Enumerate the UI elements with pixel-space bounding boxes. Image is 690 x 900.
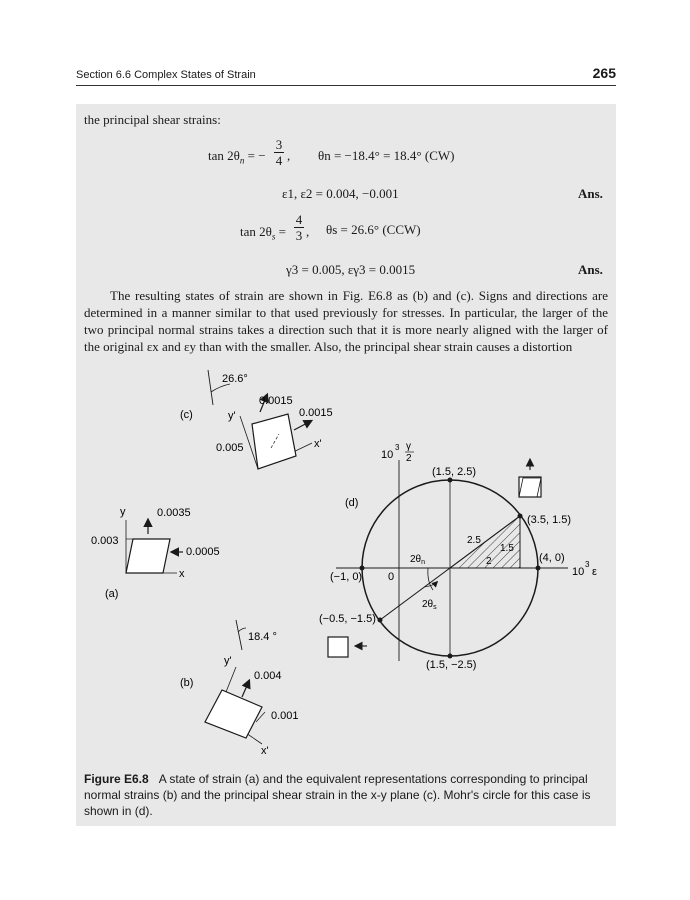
d-point-lowleft xyxy=(378,618,383,623)
d-tn: $2\theta_n$ xyxy=(410,554,426,566)
d-point-end xyxy=(536,566,541,571)
d-xaxis-eps: ε xyxy=(592,566,597,578)
d-dx: 2 xyxy=(486,556,492,567)
b-angle: 18.4 ° xyxy=(248,631,277,643)
c-angle: 26.6° xyxy=(222,373,248,385)
c-angle-arc xyxy=(211,384,230,392)
d-yaxis-den: 2 xyxy=(406,453,412,464)
a-x-label: x xyxy=(179,568,185,580)
a-y-label: y xyxy=(120,506,126,518)
c-val3: 0.005 xyxy=(216,442,244,454)
d-dy: 1.5 xyxy=(500,543,514,554)
b-val1: 0.004 xyxy=(254,670,282,682)
page-number: 265 xyxy=(592,65,616,81)
d-arc-n xyxy=(428,568,433,590)
b-arrow-up xyxy=(242,681,249,697)
eq4-ans: Ans. xyxy=(578,262,603,277)
d-point-top xyxy=(448,478,453,483)
d-p-lowleft: (−0.5, −1.5) xyxy=(319,613,376,625)
d-hatched-triangle xyxy=(450,516,520,568)
caption-text: A state of strain (a) and the equivalent representations corresponding to principal normal strains (b) and the principal shear strain in the x-y plane (c). Mohr's circle for this case is shown in (d). xyxy=(84,772,591,818)
diagram-c xyxy=(180,370,333,469)
d-p-bottom: (1.5, −2.5) xyxy=(426,659,477,671)
body-paragraph: The resulting states of strain are shown in Fig. E6.8 as (b) and (c). Signs and directions are determined in a manner similar to that used previously for stresses. In particular, the larger of the two principal normal strains takes a direction such that it is more nearly aligned with the larger of the original εx and εy than with the smaller. Also, the principal shear strain causes a distortion xyxy=(84,288,608,354)
a-val3: 0.0005 xyxy=(186,546,220,558)
d-point-bottom xyxy=(448,654,453,659)
diagram-d-mohr-circle xyxy=(319,441,597,671)
a-element xyxy=(126,539,170,573)
eq1-lhs: $\tan 2\theta_n$ = − xyxy=(208,148,266,166)
eq2: ε1, ε2 = 0.004, −0.001 xyxy=(282,186,399,201)
d-p-left: (−1, 0) xyxy=(330,571,363,583)
b-xprime: x' xyxy=(261,745,269,757)
d-xaxis-exp: 3 xyxy=(585,560,590,569)
d-small-bottom-element xyxy=(328,637,348,657)
eq1-comma: , xyxy=(287,148,291,163)
eq2-ans: Ans. xyxy=(578,186,603,201)
d-ts: $2\theta_s$ xyxy=(422,599,437,611)
eq3-fraction: 4 3 xyxy=(295,212,303,243)
c-element xyxy=(252,414,296,469)
d-origin: 0 xyxy=(388,571,395,583)
d-yaxis-num: γ xyxy=(406,441,411,452)
c-val1: 0.0015 xyxy=(259,395,293,407)
c-ref-line xyxy=(208,370,213,405)
d-point-right xyxy=(518,514,523,519)
figure-caption xyxy=(84,771,604,819)
a-val1: 0.0035 xyxy=(157,507,191,519)
intro-text: the principal shear strains: xyxy=(84,112,221,127)
eq1-rhs: θn = −18.4° = 18.4° (CW) xyxy=(318,148,455,163)
d-xaxis-10: 10 xyxy=(572,566,585,578)
section-title: Section 6.6 Complex States of Strain xyxy=(76,69,256,81)
d-label: (d) xyxy=(345,497,359,509)
d-r: 2.5 xyxy=(467,535,481,546)
b-label: (b) xyxy=(180,677,194,689)
diagram-b xyxy=(180,620,299,757)
a-label: (a) xyxy=(105,588,119,600)
c-arrow-right xyxy=(294,421,311,430)
c-val2: 0.0015 xyxy=(299,407,333,419)
eq4: γ3 = 0.005, εγ3 = 0.0015 xyxy=(286,262,416,277)
eq3-lhs: $\tan 2\theta_s$ = xyxy=(240,224,286,242)
d-p-top: (1.5, 2.5) xyxy=(432,466,477,478)
b-val2: 0.001 xyxy=(271,710,299,722)
eq1-fraction: 3 4 xyxy=(275,137,283,168)
c-yprime: y' xyxy=(228,410,236,422)
c-xprime: x' xyxy=(314,438,322,450)
b-angle-arc xyxy=(238,628,246,632)
d-p-end: (4, 0) xyxy=(539,552,565,564)
d-yaxis-10: 10 xyxy=(381,449,394,461)
diagram-a xyxy=(91,506,220,600)
d-p-right: (3.5, 1.5) xyxy=(527,514,572,526)
b-yprime: y' xyxy=(224,655,232,667)
c-label: (c) xyxy=(180,409,193,421)
eq3-rhs: θs = 26.6° (CCW) xyxy=(326,222,421,237)
d-yaxis-exp: 3 xyxy=(395,443,400,452)
a-val2: 0.003 xyxy=(91,535,119,547)
b-ref-line xyxy=(236,620,242,650)
eq3-comma: , xyxy=(306,224,310,239)
b-element xyxy=(205,690,262,738)
d-point-left xyxy=(360,566,365,571)
caption-label: Figure E6.8 xyxy=(84,772,149,786)
